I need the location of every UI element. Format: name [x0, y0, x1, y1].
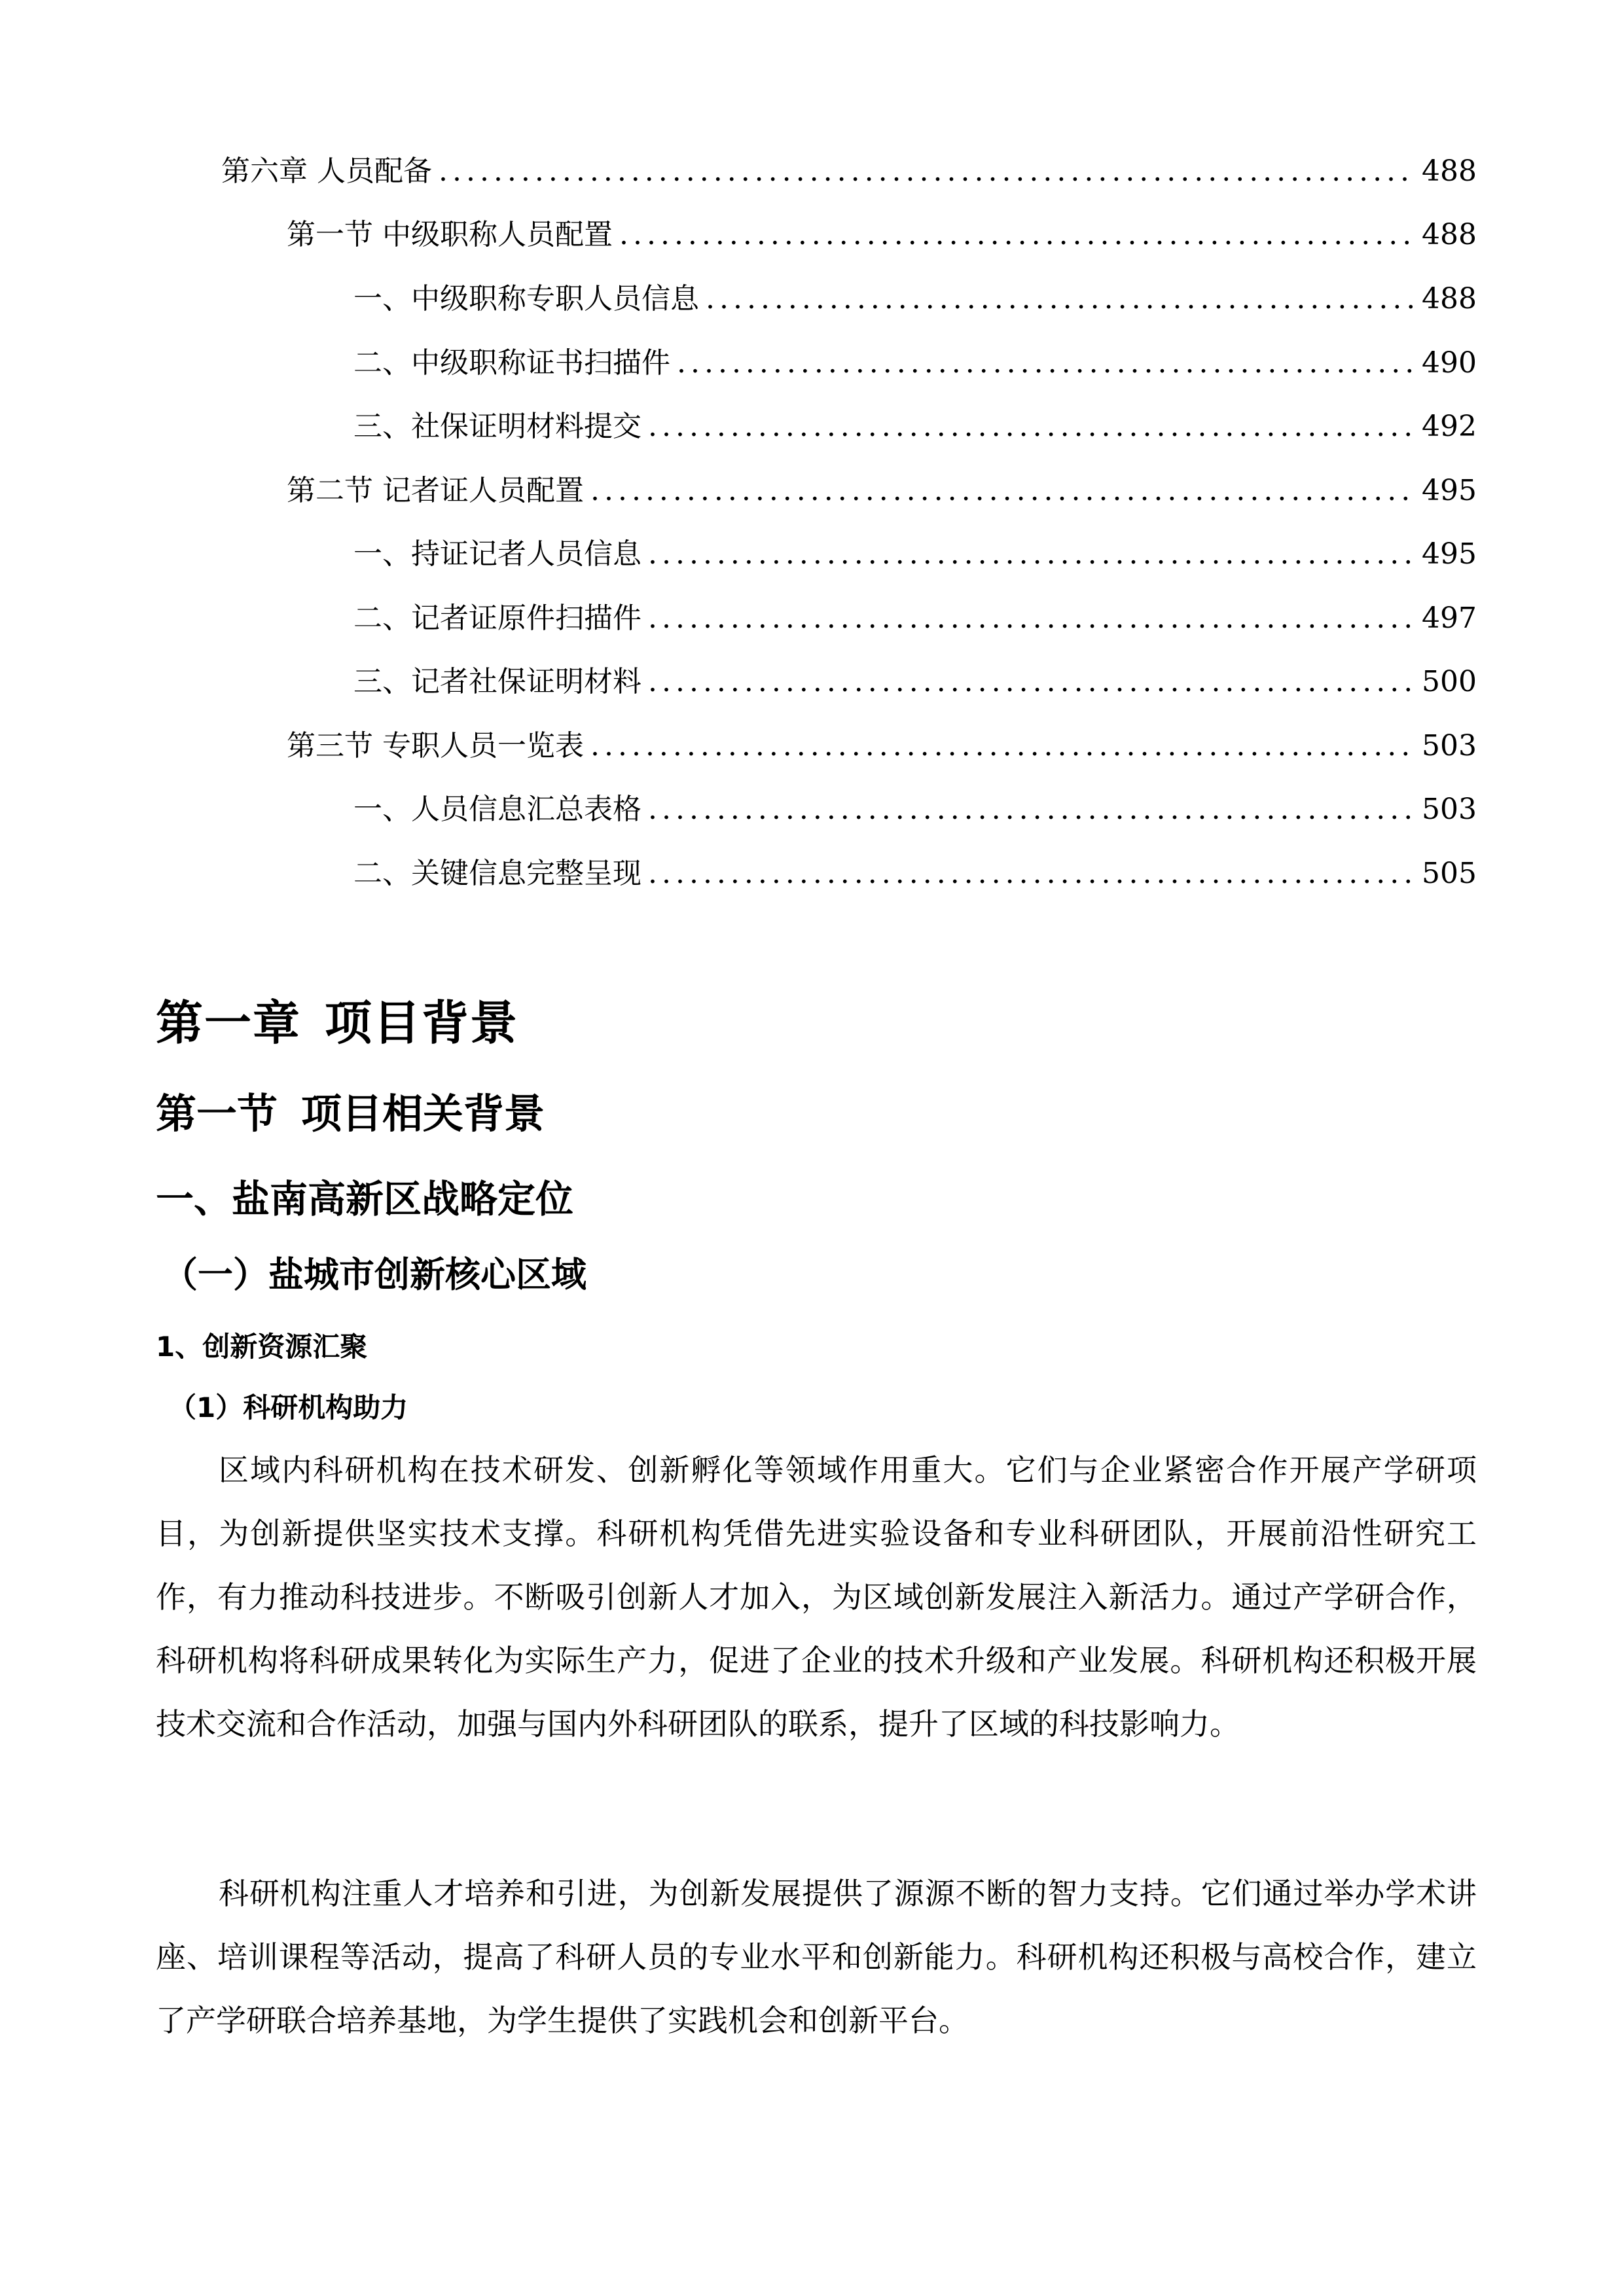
toc-entry[interactable] [287, 215, 1477, 255]
toc-leader-dots [648, 662, 1413, 702]
toc-entry-text: 记者社保证明材料 [411, 665, 641, 698]
toc-leader-dots [590, 726, 1413, 766]
toc-leader-dots [648, 599, 1413, 638]
toc-leader-dots [677, 344, 1413, 383]
toc-leader-dots [439, 152, 1413, 191]
toc-entry-prefix: 一、 [353, 282, 411, 315]
toc-entry[interactable] [353, 535, 1477, 574]
section-number: 第一节 [156, 1090, 278, 1138]
toc-entry[interactable] [353, 344, 1477, 383]
toc-entry[interactable] [353, 407, 1477, 446]
toc-page-number: 495 [1422, 537, 1477, 571]
toc-leader-dots [648, 854, 1413, 893]
subheading-level-4: （1）科研机构助力 [169, 1391, 408, 1424]
toc-entry[interactable] [353, 279, 1477, 319]
chapter-title: 项目背景 [325, 996, 519, 1050]
section-heading [156, 1081, 545, 1139]
toc-page-number: 490 [1422, 346, 1477, 380]
toc-leader-dots [648, 790, 1413, 829]
toc-entry-text: 持证记者人员信息 [411, 537, 641, 571]
toc-entry-text: 人员信息汇总表格 [411, 793, 641, 826]
chapter-number: 第一章 [156, 996, 302, 1050]
toc-entry-prefix: 三、 [353, 665, 411, 698]
subheading-level-3: 1、创新资源汇聚 [156, 1331, 368, 1363]
toc-page-number: 505 [1422, 857, 1477, 890]
toc-entry[interactable] [221, 152, 1477, 191]
body-paragraph: 区域内科研机构在技术研发、创新孵化等领域作用重大。它们与企业紧密合作开展产学研项目，为创新提供坚实技术支撑。科研机构凭借先进实验设备和专业科研团队，开展前沿性研究工作，有力推动科技进步。不断吸引创新人才加入，为区域创新发展注入新活力。通过产学研合作，科研机构将科研成果转化为实际生产力，促进了企业的技术升级和产业发展。科研机构还积极开展技术交流和合作活动，加强与国内外科研团队的联系，提升了区域的科技影响力。 [156, 1452, 1477, 1742]
toc-entry-prefix: 一、 [353, 537, 411, 571]
subheading-level-1: 一、盐南高新区战略定位 [156, 1177, 574, 1221]
section-title: 项目相关背景 [301, 1090, 545, 1138]
toc-entry[interactable] [353, 854, 1477, 893]
toc-entry-text: 第一节 中级职称人员配置 [287, 218, 613, 251]
toc-entry-prefix: 二、 [353, 601, 411, 635]
toc-entry-text: 第六章 人员配备 [221, 154, 432, 188]
toc-leader-dots [706, 279, 1413, 319]
toc-page-number: 495 [1422, 474, 1477, 507]
body-paragraph: 科研机构注重人才培养和引进，为创新发展提供了源源不断的智力支持。它们通过举办学术讲座、培训课程等活动，提高了科研人员的专业水平和创新能力。科研机构还积极与高校合作，建立了产学研联合培养基地，为学生提供了实践机会和创新平台。 [156, 1876, 1477, 2038]
toc-entry[interactable] [353, 790, 1477, 829]
toc-entry[interactable] [287, 471, 1477, 511]
toc-entry-prefix: 二、 [353, 857, 411, 890]
subheading-level-2: （一）盐城市创新核心区域 [162, 1254, 586, 1295]
toc-page-number: 488 [1422, 154, 1477, 188]
toc-page-number: 488 [1422, 282, 1477, 315]
toc-leader-dots [619, 215, 1413, 255]
toc-leader-dots [590, 471, 1413, 511]
toc-leader-dots [648, 535, 1413, 574]
toc-entry-prefix: 三、 [353, 410, 411, 443]
toc-entry-text: 记者证原件扫描件 [411, 601, 641, 635]
toc-entry-prefix: 二、 [353, 346, 411, 380]
chapter-heading [156, 985, 518, 1053]
toc-entry-text: 社保证明材料提交 [411, 410, 641, 443]
toc-entry[interactable] [353, 662, 1477, 702]
toc-page-number: 500 [1422, 665, 1477, 698]
toc-page-number: 488 [1422, 218, 1477, 251]
toc-entry-prefix: 一、 [353, 793, 411, 826]
toc-page-number: 497 [1422, 601, 1477, 635]
toc-entry[interactable] [353, 599, 1477, 638]
toc-entry-text: 第三节 专职人员一览表 [287, 729, 584, 762]
toc-entry-text: 第二节 记者证人员配置 [287, 474, 584, 507]
toc-entry-text: 关键信息完整呈现 [411, 857, 641, 890]
toc-entry-text: 中级职称证书扫描件 [411, 346, 670, 380]
toc-page-number: 503 [1422, 793, 1477, 826]
toc-leader-dots [648, 407, 1413, 446]
toc-page-number: 492 [1422, 410, 1477, 443]
toc-entry-text: 中级职称专职人员信息 [411, 282, 699, 315]
toc-entry[interactable] [287, 726, 1477, 766]
toc-page-number: 503 [1422, 729, 1477, 762]
